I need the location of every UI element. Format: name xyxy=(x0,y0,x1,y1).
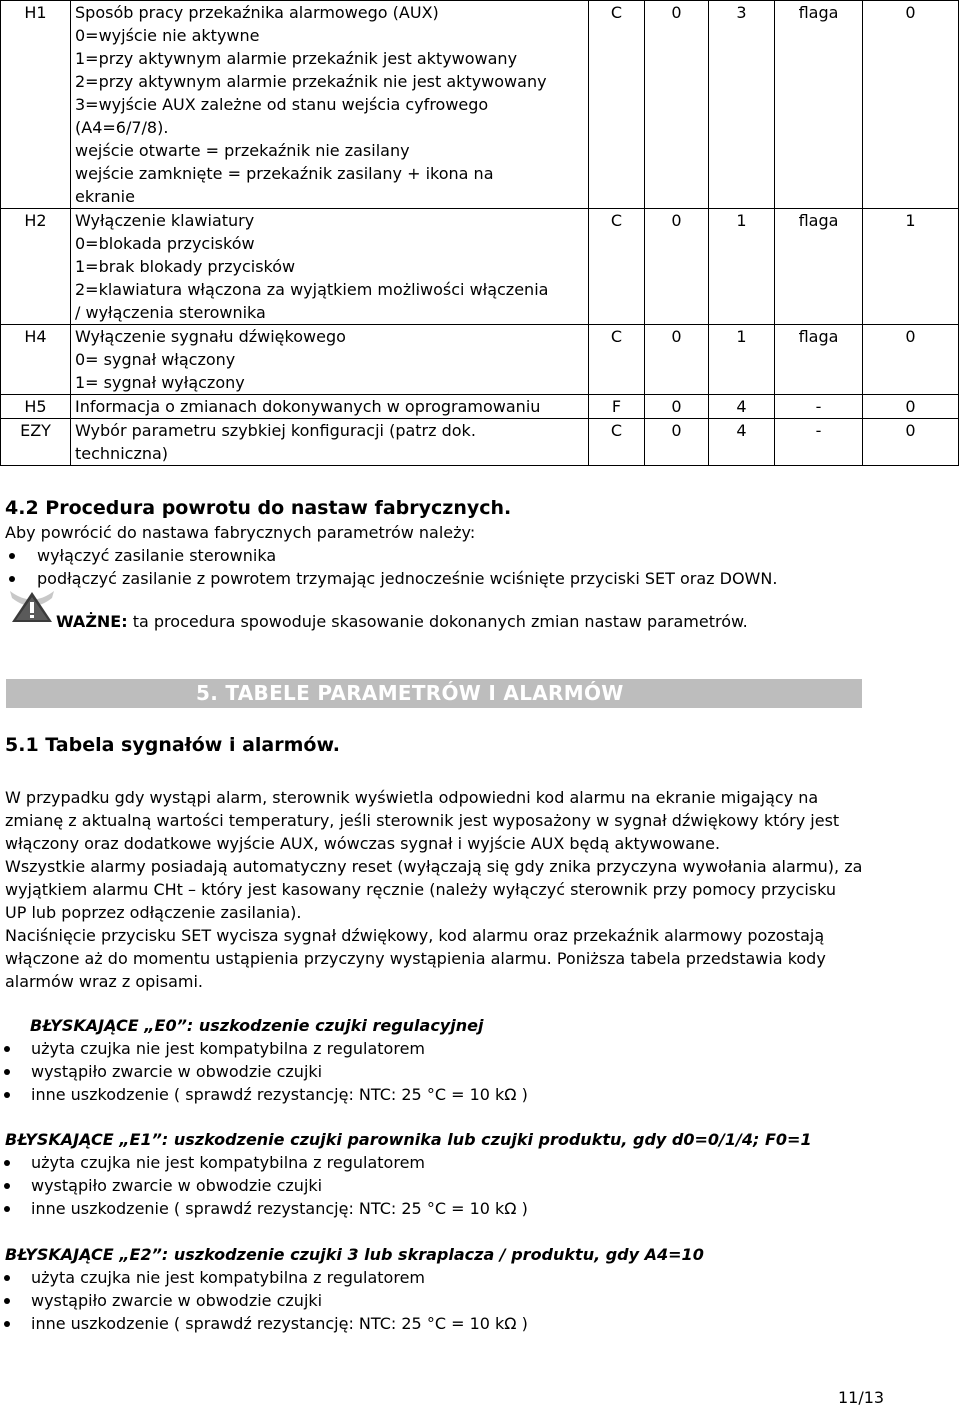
param-max: 1 xyxy=(709,209,775,325)
list-item: inne uszkodzenie ( sprawdź rezystancję: NTC: 25 °C = 10 kΩ ) xyxy=(0,1312,528,1335)
list-item: użyta czujka nie jest kompatybilna z regulatorem xyxy=(0,1266,528,1289)
param-min: 0 xyxy=(645,325,709,395)
param-description-line: 2=klawiatura włączona za wyjątkiem możliwości włączenia xyxy=(75,280,549,299)
param-code: H2 xyxy=(1,209,71,325)
param-min: 0 xyxy=(645,209,709,325)
param-unit: flaga xyxy=(775,209,863,325)
list-item: użyta czujka nie jest kompatybilna z regulatorem xyxy=(0,1037,528,1060)
paragraph-line: alarmów wraz z opisami. xyxy=(5,972,203,991)
param-min: 0 xyxy=(645,395,709,419)
paragraph-line: Naciśnięcie przycisku SET wycisza sygnał dźwiękowy, kod alarmu oraz przekaźnik alarmowy pozostają xyxy=(5,926,825,945)
param-level: C xyxy=(589,419,645,466)
param-min: 0 xyxy=(645,1,709,209)
section-banner-title: 5. TABELE PARAMETRÓW I ALARMÓW xyxy=(196,681,624,705)
section-banner xyxy=(6,679,862,708)
param-description-line: 0=blokada przycisków xyxy=(75,234,255,253)
paragraph-line: włączone aż do momentu ustąpienia przyczyny wystąpienia alarmu. Poniższa tabela przedstawia kody xyxy=(5,949,826,968)
list-item: podłączyć zasilanie z powrotem trzymając jednocześnie wciśnięte przyciski SET oraz DOWN. xyxy=(5,567,777,590)
alarm-causes xyxy=(0,1151,528,1220)
list-item: użyta czujka nie jest kompatybilna z regulatorem xyxy=(0,1151,528,1174)
param-code: H1 xyxy=(1,1,71,209)
subsection-heading-alarms: 5.1 Tabela sygnałów i alarmów. xyxy=(5,734,341,756)
paragraph-line: W przypadku gdy wystąpi alarm, sterownik wyświetla odpowiedni kod alarmu na ekranie migający na xyxy=(5,788,819,807)
param-description-line: Informacja o zmianach dokonywanych w oprogramowaniu xyxy=(75,397,541,416)
param-description-line: 0=wyjście nie aktywne xyxy=(75,26,260,45)
param-max: 4 xyxy=(709,395,775,419)
param-unit: flaga xyxy=(775,1,863,209)
warning-label: WAŻNE: xyxy=(56,612,128,631)
param-description-line: Wyłączenie sygnału dźwiękowego xyxy=(75,327,346,346)
paragraph-line: włączony oraz dodatkowe wyjście AUX, wówczas sygnał i wyjście AUX będą aktywowane. xyxy=(5,834,721,853)
param-description-line: Sposób pracy przekaźnika alarmowego (AUX) xyxy=(75,3,439,22)
param-default: 0 xyxy=(863,419,959,466)
param-description xyxy=(71,325,589,395)
list-item: inne uszkodzenie ( sprawdź rezystancję: NTC: 25 °C = 10 kΩ ) xyxy=(0,1083,528,1106)
param-description-line: techniczna) xyxy=(75,444,169,463)
param-description-line: 1=brak blokady przycisków xyxy=(75,257,296,276)
param-level: F xyxy=(589,395,645,419)
param-description xyxy=(71,419,589,466)
param-description-line: Wybór parametru szybkiej konfiguracji (patrz dok. xyxy=(75,421,476,440)
param-description-line: ekranie xyxy=(75,187,135,206)
warning-text: ta procedura spowoduje skasowanie dokonanych zmian nastaw parametrów. xyxy=(127,612,748,631)
list-item: wystąpiło zwarcie w obwodzie czujki xyxy=(0,1289,528,1312)
param-description-line: 0= sygnał włączony xyxy=(75,350,236,369)
param-description-line: (A4=6/7/8). xyxy=(75,118,169,137)
param-description-line: wejście otwarte = przekaźnik nie zasilany xyxy=(75,141,410,160)
paragraph-line: zmianę z aktualną wartości temperatury, jeśli sterownik jest wyposażony w sygnał dźwiękowy który jest xyxy=(5,811,840,830)
param-code: H5 xyxy=(1,395,71,419)
param-level: C xyxy=(589,209,645,325)
param-default: 0 xyxy=(863,1,959,209)
alarm-heading: BŁYSKAJĄCE „E1”: uszkodzenie czujki parownika lub czujki produktu, gdy d0=0/1/4; F0=1 xyxy=(5,1130,812,1149)
alarm-heading: BŁYSKAJĄCE „E2”: uszkodzenie czujki 3 lub skraplacza / produktu, gdy A4=10 xyxy=(5,1245,704,1264)
warning-note xyxy=(56,610,748,633)
param-max: 1 xyxy=(709,325,775,395)
paragraph-line: Wszystkie alarmy posiadają automatyczny reset (wyłączają się gdy znika przyczyna wywołania alarmu), za xyxy=(5,857,863,876)
param-unit: flaga xyxy=(775,325,863,395)
param-default: 0 xyxy=(863,325,959,395)
table-row xyxy=(1,395,959,419)
list-item: wystąpiło zwarcie w obwodzie czujki xyxy=(0,1174,528,1197)
list-item: wystąpiło zwarcie w obwodzie czujki xyxy=(0,1060,528,1083)
param-max: 3 xyxy=(709,1,775,209)
param-max: 4 xyxy=(709,419,775,466)
table-row xyxy=(1,325,959,395)
param-default: 0 xyxy=(863,395,959,419)
paragraph-line: wyjątkiem alarmu CHt – który jest kasowany ręcznie (należy wyłączyć sterownik przy pomocy przycisku xyxy=(5,880,837,899)
table-row xyxy=(1,1,959,209)
param-description-line: 1=przy aktywnym alarmie przekaźnik jest aktywowany xyxy=(75,49,518,68)
param-min: 0 xyxy=(645,419,709,466)
param-description-line: 3=wyjście AUX zależne od stanu wejścia cyfrowego xyxy=(75,95,489,114)
param-code: H4 xyxy=(1,325,71,395)
param-unit: - xyxy=(775,419,863,466)
param-level: C xyxy=(589,325,645,395)
param-unit: - xyxy=(775,395,863,419)
param-level: C xyxy=(589,1,645,209)
param-description-line: 1= sygnał wyłączony xyxy=(75,373,245,392)
list-item: wyłączyć zasilanie sterownika xyxy=(5,544,777,567)
param-description-line: 2=przy aktywnym alarmie przekaźnik nie jest aktywowany xyxy=(75,72,547,91)
alarm-causes xyxy=(0,1037,528,1106)
parameters-table xyxy=(0,0,959,466)
factory-reset-intro: Aby powrócić do nastawa fabrycznych parametrów należy: xyxy=(5,523,476,542)
table-row xyxy=(1,419,959,466)
table-row xyxy=(1,209,959,325)
param-description-line: / wyłączenia sterownika xyxy=(75,303,266,322)
section-heading-factory-reset: 4.2 Procedura powrotu do nastaw fabrycznych. xyxy=(5,497,512,519)
alarm-intro-paragraph xyxy=(5,786,955,993)
param-code: EZY xyxy=(1,419,71,466)
paragraph-line: UP lub poprzez odłączenie zasilania). xyxy=(5,903,302,922)
param-default: 1 xyxy=(863,209,959,325)
param-description-line: wejście zamknięte = przekaźnik zasilany + ikona na xyxy=(75,164,494,183)
param-description xyxy=(71,395,589,419)
param-description xyxy=(71,1,589,209)
warning-triangle-icon xyxy=(8,588,56,626)
param-description xyxy=(71,209,589,325)
param-description-line: Wyłączenie klawiatury xyxy=(75,211,255,230)
list-item: inne uszkodzenie ( sprawdź rezystancję: NTC: 25 °C = 10 kΩ ) xyxy=(0,1197,528,1220)
factory-reset-steps xyxy=(5,544,777,590)
alarm-causes xyxy=(0,1266,528,1335)
page-number: 11/13 xyxy=(838,1388,885,1407)
alarm-heading: BŁYSKAJĄCE „E0”: uszkodzenie czujki regulacyjnej xyxy=(30,1016,484,1035)
